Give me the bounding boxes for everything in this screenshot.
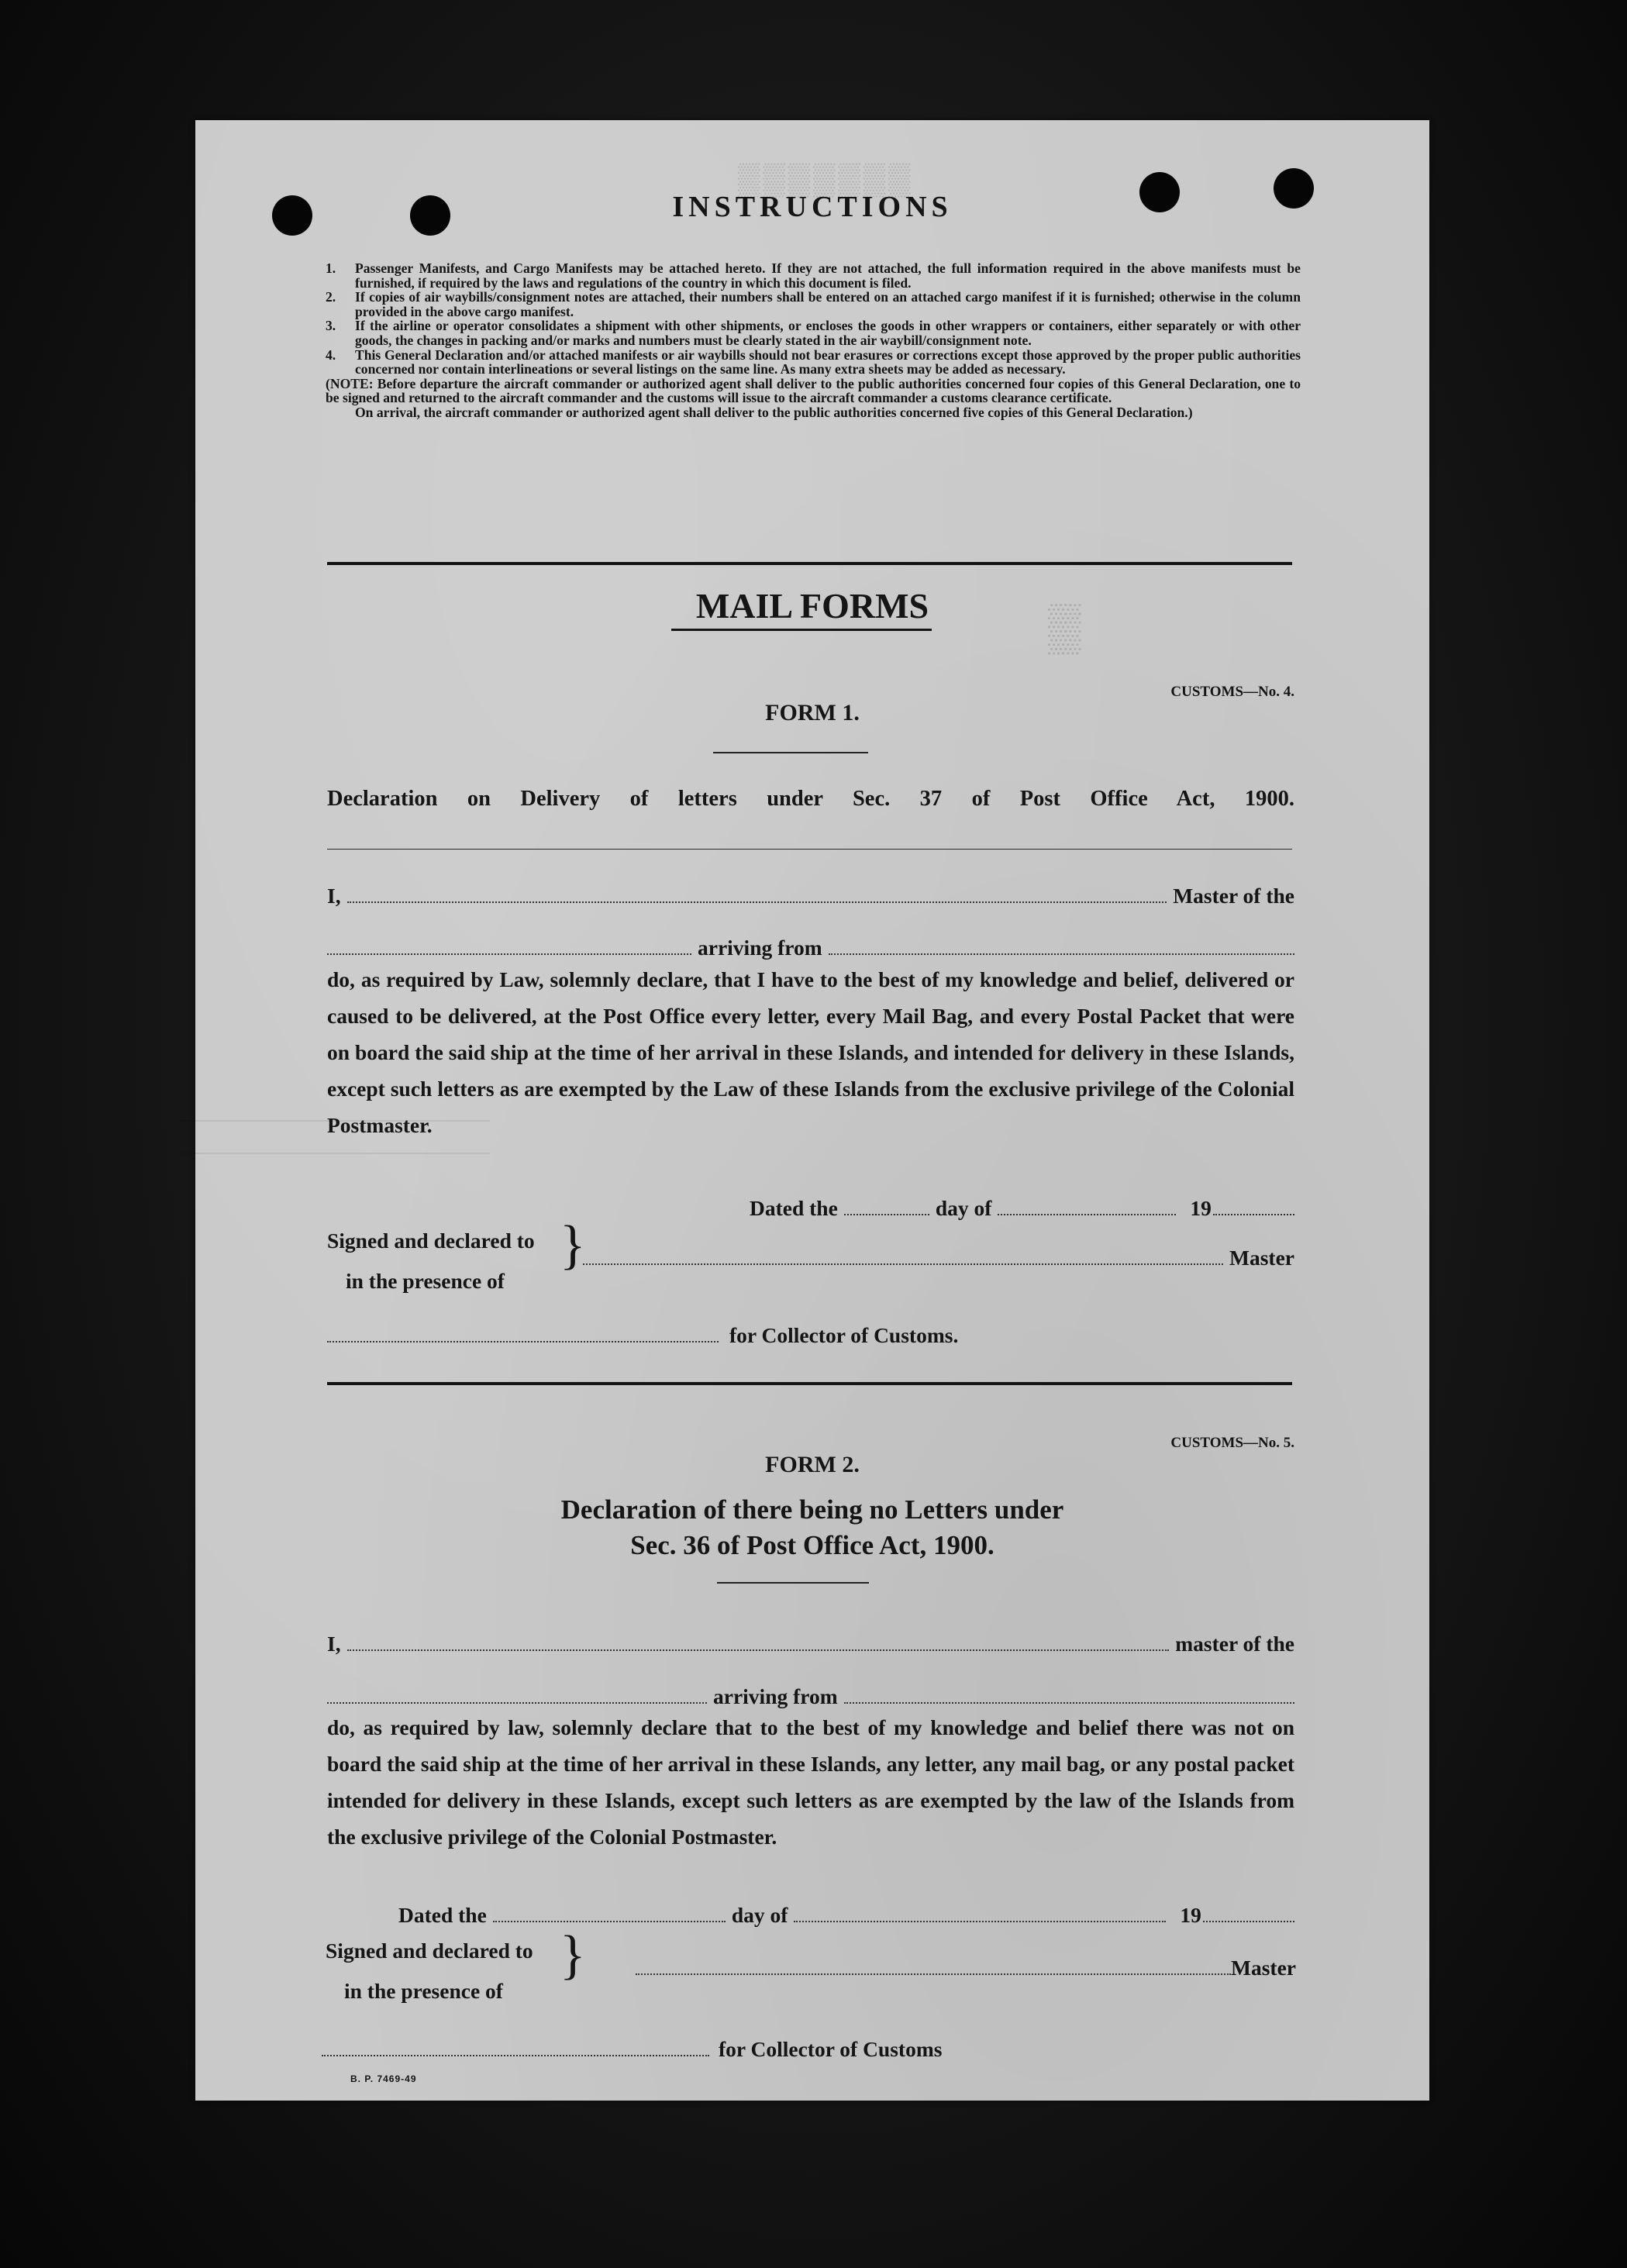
form1-month-field[interactable] (998, 1197, 1176, 1215)
form1-master-line (327, 884, 1294, 908)
form1-heading-rule (713, 752, 868, 753)
form2-arriving-from-label: arriving from (713, 1684, 838, 1708)
form1-date-line (750, 1196, 1294, 1221)
instruction-number: 3. (326, 318, 336, 334)
instruction-number: 1. (326, 260, 336, 276)
form1-master-signature-line (583, 1246, 1294, 1270)
section-divider (327, 562, 1292, 565)
form1-brace: } (560, 1215, 586, 1275)
form2-arriving-line (327, 1684, 1294, 1709)
form2-i-label: I, (327, 1632, 341, 1656)
form1-i-label: I, (327, 884, 341, 908)
mail-forms-underline (671, 629, 932, 631)
form2-month-field[interactable] (794, 1904, 1166, 1922)
section-divider (327, 1382, 1292, 1385)
form1-declaration-body: do, as required by Law, solemnly declare, that I have to the best of my knowledge and belief, delivered or caused to be delivered, at the Post Office every letter, every Mail Bag, and every Postal Packet that were on board the said ship at the time of her arrival in these Islands, and intended for delivery in these Islands, except such letters as are exempted by the Law of these Islands from the exclusive privilege of the Colonial Postmaster. (327, 967, 1294, 1137)
form2-master-label: Master (1231, 1956, 1296, 1980)
form1-year-field[interactable] (1213, 1197, 1294, 1215)
form2-dated-label: Dated the (398, 1903, 487, 1927)
instruction-item (326, 319, 1301, 347)
instruction-note-arrival: On arrival, the aircraft commander or authorized agent shall deliver to the public authorities concerned five copies of this General Declaration.) (355, 404, 1193, 420)
form2-heading-rule (717, 1582, 869, 1584)
form2-signed-block (326, 1931, 533, 2011)
mail-forms-title: MAIL FORMS (695, 586, 929, 626)
form2-declaration-title-line1: Declaration of there being no Letters under (560, 1494, 1064, 1525)
form1-dated-label: Dated the (750, 1196, 838, 1220)
form1-arriving-from-label: arriving from (698, 936, 822, 960)
form1-collector-label: for Collector of Customs. (729, 1323, 959, 1347)
form2-master-of-label: master of the (1175, 1632, 1294, 1656)
form2-collector-label: for Collector of Customs (719, 2037, 943, 2061)
form1-arriving-line (327, 936, 1294, 960)
instruction-text: This General Declaration and/or attached manifests or air waybills should not bear erasures or corrections except those approved by the proper public authorities concerned nor contain interlineations or several listings on the same line. As many extra sheets may be added as necessary. (355, 346, 1301, 377)
form1-master-signature-field[interactable] (583, 1246, 1223, 1265)
form1-day-field[interactable] (844, 1197, 929, 1215)
form2-master-name-field[interactable] (347, 1632, 1170, 1651)
form2-master-signature-line (636, 1956, 1296, 1980)
form2-master-signature-field[interactable] (636, 1956, 1231, 1975)
form2-ship-name-field[interactable] (327, 1685, 707, 1704)
form2-declaration-title (195, 1492, 1429, 1563)
form1-signed-block (327, 1221, 535, 1301)
bleed-through-mark: ▒ (1048, 601, 1081, 653)
form1-collector-line (327, 1323, 986, 1348)
form1-signed-line2: in the presence of (346, 1269, 505, 1293)
instruction-text: If the airline or operator consolidates a shipment with other shipments, or encloses the goods in other wrappers or containers, either separately or with other goods, the changes in packing and/or marks and numbers must be clearly stated in the air waybill/consignment note. (355, 318, 1301, 348)
form2-customs-number: CUSTOMS—No. 5. (1170, 1435, 1294, 1451)
form1-heading: FORM 1. (765, 700, 860, 726)
form2-heading: FORM 2. (765, 1452, 860, 1477)
instruction-text: If copies of air waybills/consignment notes are attached, their numbers shall be entered on an attached cargo manifest if it is furnished; otherwise in the column provided in the above cargo manifest. (355, 289, 1301, 319)
form2-origin-field[interactable] (844, 1685, 1294, 1704)
form2-collector-line (322, 2037, 973, 2062)
form1-customs-number: CUSTOMS—No. 4. (1170, 684, 1294, 700)
form1-year-prefix: 19 (1190, 1196, 1212, 1220)
form2-year-field[interactable] (1203, 1904, 1294, 1922)
form2-brace: } (560, 1925, 586, 1985)
form1-title-rule (327, 849, 1292, 850)
form2-day-of-label: day of (731, 1903, 788, 1927)
form2-declaration-body: do, as required by law, solemnly declare that to the best of my knowledge and belief there was not on board the said ship at the time of her arrival in these Islands, any letter, any mail bag, or any postal packet intended for delivery in these Islands, except such letters as are exempted by the law of the Islands from the exclusive privilege of the Colonial Postmaster. (327, 1715, 1294, 1849)
instruction-item (326, 290, 1301, 319)
form1-day-of-label: day of (935, 1196, 992, 1220)
instruction-item (326, 348, 1301, 377)
bleed-through-mark: ▒▒▒▒▒▒▒ (738, 161, 914, 196)
form1-ship-name-field[interactable] (327, 936, 691, 955)
instruction-number: 2. (326, 289, 336, 305)
instruction-text: Passenger Manifests, and Cargo Manifests may be attached hereto. If they are not attached, the full information required in the above manifests must be furnished, if required by the laws and regulations of the country in which this document is filed. (355, 260, 1301, 291)
instructions-list (326, 261, 1301, 420)
instructions-title: INSTRUCTIONS (672, 191, 953, 223)
form1-master-name-field[interactable] (347, 884, 1167, 903)
form2-date-line (398, 1903, 1294, 1928)
instruction-note: (NOTE: Before departure the aircraft commander or authorized agent shall deliver to the public authorities concerned four copies of this General Declaration, one to be signed and returned to the aircraft commander and the customs will issue to the aircraft commander a customs clearance certificate. (326, 375, 1301, 406)
form1-declaration-title: Declaration on Delivery of letters under Sec. 37 of Post Office Act, 1900. (327, 787, 1294, 811)
form2-signed-line1: Signed and declared to (326, 1939, 533, 1963)
document-page (195, 120, 1429, 2101)
form1-origin-field[interactable] (829, 936, 1294, 955)
form2-signed-line2: in the presence of (344, 1979, 503, 2003)
print-code: B. P. 7469-49 (350, 2073, 417, 2084)
form1-signed-line1: Signed and declared to (327, 1229, 535, 1253)
form1-master-of-label: Master of the (1173, 884, 1294, 908)
form2-master-line (327, 1632, 1294, 1656)
form2-year-prefix: 19 (1180, 1903, 1201, 1927)
instruction-number: 4. (326, 346, 336, 363)
form2-declaration-title-line2: Sec. 36 of Post Office Act, 1900. (630, 1530, 994, 1560)
instruction-item (326, 261, 1301, 290)
form2-collector-signature-field[interactable] (322, 2038, 709, 2056)
form2-day-field[interactable] (493, 1904, 726, 1922)
form1-master-label: Master (1229, 1246, 1294, 1270)
form1-collector-signature-field[interactable] (327, 1324, 719, 1343)
